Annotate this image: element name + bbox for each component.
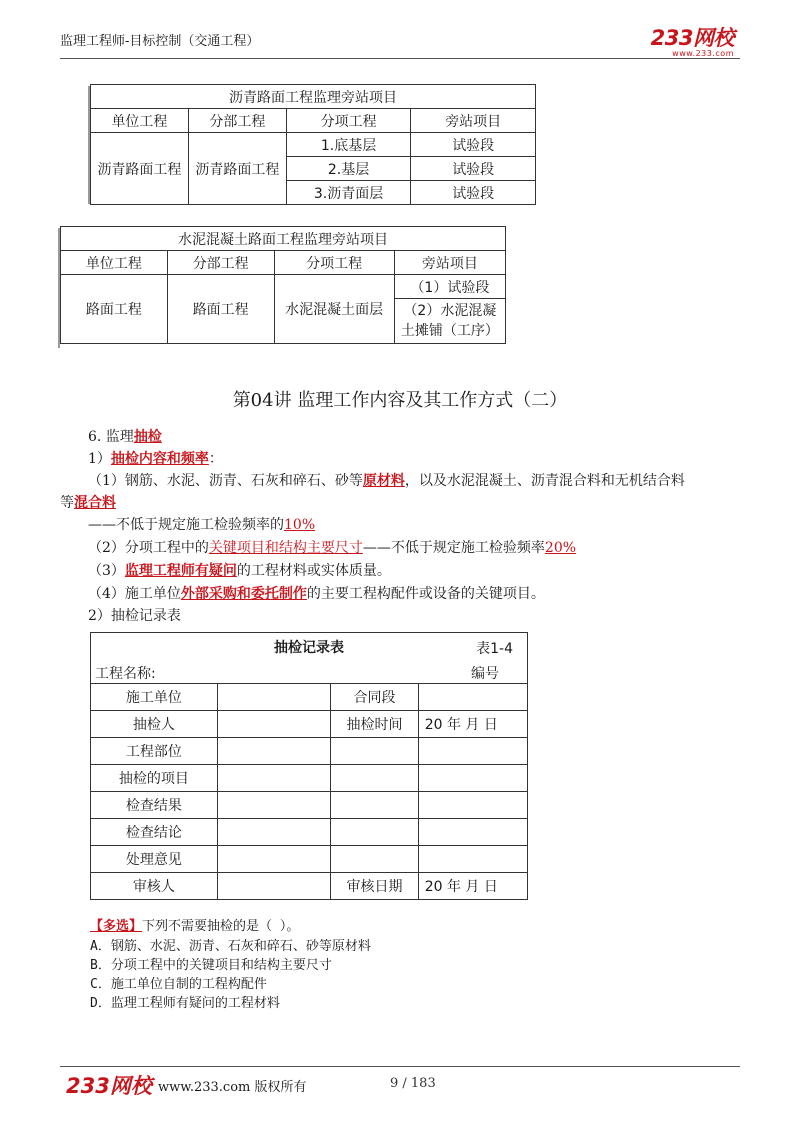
record-value[interactable]	[418, 819, 527, 846]
logo-text: 233网校	[650, 26, 734, 50]
record-value[interactable]	[217, 765, 331, 792]
table1-item: 3.沥青面层	[286, 181, 411, 205]
record-value[interactable]	[217, 792, 331, 819]
p1-text: ——不低于规定施工检验频率的	[88, 517, 284, 533]
table2-item: 水泥混凝土面层	[274, 275, 394, 344]
paragraph-1-freq	[88, 514, 315, 536]
section-6-prefix: 6. 监理	[88, 429, 134, 445]
p4-text: （4）施工单位	[88, 586, 181, 602]
p1-text: （1）钢筋、水泥、沥青、石灰和碎石、砂等	[88, 473, 363, 489]
footer-copyright: www.233.com 版权所有	[158, 1080, 307, 1095]
record-label: 检查结论	[91, 819, 218, 846]
record-label	[331, 819, 418, 846]
record-label: 抽检人	[91, 711, 218, 738]
table1-item: 2.基层	[286, 157, 411, 181]
question-option[interactable]: B．分项工程中的关键项目和结构主要尺寸	[90, 958, 332, 973]
subsection-1-prefix: 1）	[88, 451, 111, 467]
question-option[interactable]: D．监理工程师有疑问的工程材料	[90, 996, 280, 1011]
record-value[interactable]	[418, 792, 527, 819]
table1-header: 旁站项目	[411, 109, 536, 133]
page-number: 9 / 183	[390, 1076, 436, 1091]
table1-station: 试验段	[411, 157, 536, 181]
record-label: 处理意见	[91, 846, 218, 873]
serial-number-label: 编号	[471, 666, 499, 682]
question-text: 下列不需要抽检的是（ ）。	[142, 919, 300, 934]
record-label: 抽检的项目	[91, 765, 218, 792]
record-label: 检查结果	[91, 792, 218, 819]
footer-divider	[60, 1066, 740, 1067]
record-label: 抽检时间	[331, 711, 418, 738]
header-divider	[60, 58, 740, 59]
table1-title: 沥青路面工程监理旁站项目	[91, 85, 536, 109]
p1-keyword: 混合料	[74, 495, 116, 511]
record-label	[331, 792, 418, 819]
table2-unit: 路面工程	[61, 275, 168, 344]
record-value[interactable]	[217, 873, 331, 900]
header-title: 监理工程师-目标控制（交通工程）	[60, 34, 260, 49]
table2-station: （1）试验段	[394, 275, 505, 299]
question-option[interactable]: C．施工单位自制的工程构配件	[90, 977, 267, 992]
question-stem	[90, 917, 299, 936]
record-value[interactable]	[217, 711, 331, 738]
p3-text: （3）	[88, 563, 125, 579]
p3-keyword: 监理工程师有疑问	[124, 563, 237, 579]
question-option[interactable]: A．钢筋、水泥、沥青、石灰和碎石、砂等原材料	[90, 939, 371, 954]
concrete-station-table	[60, 226, 506, 344]
record-label: 工程部位	[91, 738, 218, 765]
table2-header: 旁站项目	[394, 251, 505, 275]
p2-keyword: 关键项目和结构主要尺寸	[208, 540, 363, 556]
p2-percent: 20%	[544, 540, 577, 556]
project-name-label: 工程名称:	[95, 666, 156, 682]
record-date[interactable]: 20 年 月 日	[418, 873, 527, 900]
p4-keyword: 外部采购和委托制作	[180, 586, 307, 602]
table2-header: 分项工程	[274, 251, 394, 275]
table1-item: 1.底基层	[286, 133, 411, 157]
paragraph-4	[88, 583, 545, 605]
p1-text: 等	[60, 495, 74, 511]
p2-text: ——不低于规定施工检验频率	[362, 540, 545, 556]
record-table-number: 表1-4	[476, 641, 513, 657]
record-date[interactable]: 20 年 月 日	[418, 711, 527, 738]
record-table-title: 抽检记录表	[274, 640, 344, 656]
record-label: 合同段	[331, 684, 418, 711]
table1-header: 分项工程	[286, 109, 411, 133]
table2-header: 单位工程	[61, 251, 168, 275]
subsection-1	[88, 448, 223, 470]
footer-logo[interactable]: 233网校	[66, 1074, 152, 1098]
record-label	[331, 738, 418, 765]
paragraph-3	[88, 560, 391, 582]
record-label: 审核日期	[331, 873, 418, 900]
p1-keyword: 原材料	[362, 473, 405, 489]
p3-text: 的工程材料或实体质量。	[236, 563, 391, 579]
p1-text: ，以及水泥混凝土、沥青混合料和无机结合料	[404, 473, 685, 489]
logo-url: www.233.com	[672, 49, 734, 58]
table1-station: 试验段	[411, 133, 536, 157]
p2-text: （2）分项工程中的	[88, 540, 209, 556]
record-label: 施工单位	[91, 684, 218, 711]
record-value[interactable]	[418, 846, 527, 873]
table1-header: 单位工程	[91, 109, 189, 133]
lecture-heading: 第04讲 监理工作内容及其工作方式（二）	[232, 390, 568, 411]
record-value[interactable]	[217, 738, 331, 765]
record-value[interactable]	[418, 684, 527, 711]
record-label	[331, 846, 418, 873]
record-value[interactable]	[217, 684, 331, 711]
table2-title: 水泥混凝土路面工程监理旁站项目	[61, 227, 506, 251]
table2-header: 分部工程	[167, 251, 274, 275]
record-table-project-cell	[91, 661, 528, 684]
table1-header: 分部工程	[188, 109, 286, 133]
subsection-2: 2）抽检记录表	[88, 608, 181, 624]
brand-logo[interactable]	[651, 22, 734, 58]
paragraph-2	[88, 537, 576, 559]
record-value[interactable]	[418, 765, 527, 792]
asphalt-station-table	[90, 84, 536, 205]
paragraph-1-cont	[60, 492, 116, 514]
section-6	[88, 426, 162, 448]
p1-percent: 10%	[284, 517, 316, 533]
subsection-1-suffix: ：	[208, 451, 223, 467]
record-value[interactable]	[217, 846, 331, 873]
table2-division: 路面工程	[167, 275, 274, 344]
p4-text: 的主要工程构配件或设备的关键项目。	[306, 586, 545, 602]
paragraph-1	[88, 470, 748, 492]
table1-station: 试验段	[411, 181, 536, 205]
subsection-1-keyword: 抽检内容和频率	[110, 451, 209, 467]
record-label: 审核人	[91, 873, 218, 900]
table1-unit: 沥青路面工程	[91, 133, 189, 205]
record-label	[331, 765, 418, 792]
check-record-table	[90, 632, 528, 900]
record-value[interactable]	[418, 738, 527, 765]
record-table-title-cell	[91, 633, 528, 662]
table2-station: （2）水泥混凝土摊铺（工序）	[394, 299, 505, 344]
record-value[interactable]	[217, 819, 331, 846]
section-6-keyword: 抽检	[133, 429, 162, 445]
table1-division: 沥青路面工程	[188, 133, 286, 205]
question-type-tag: 【多选】	[90, 919, 143, 934]
